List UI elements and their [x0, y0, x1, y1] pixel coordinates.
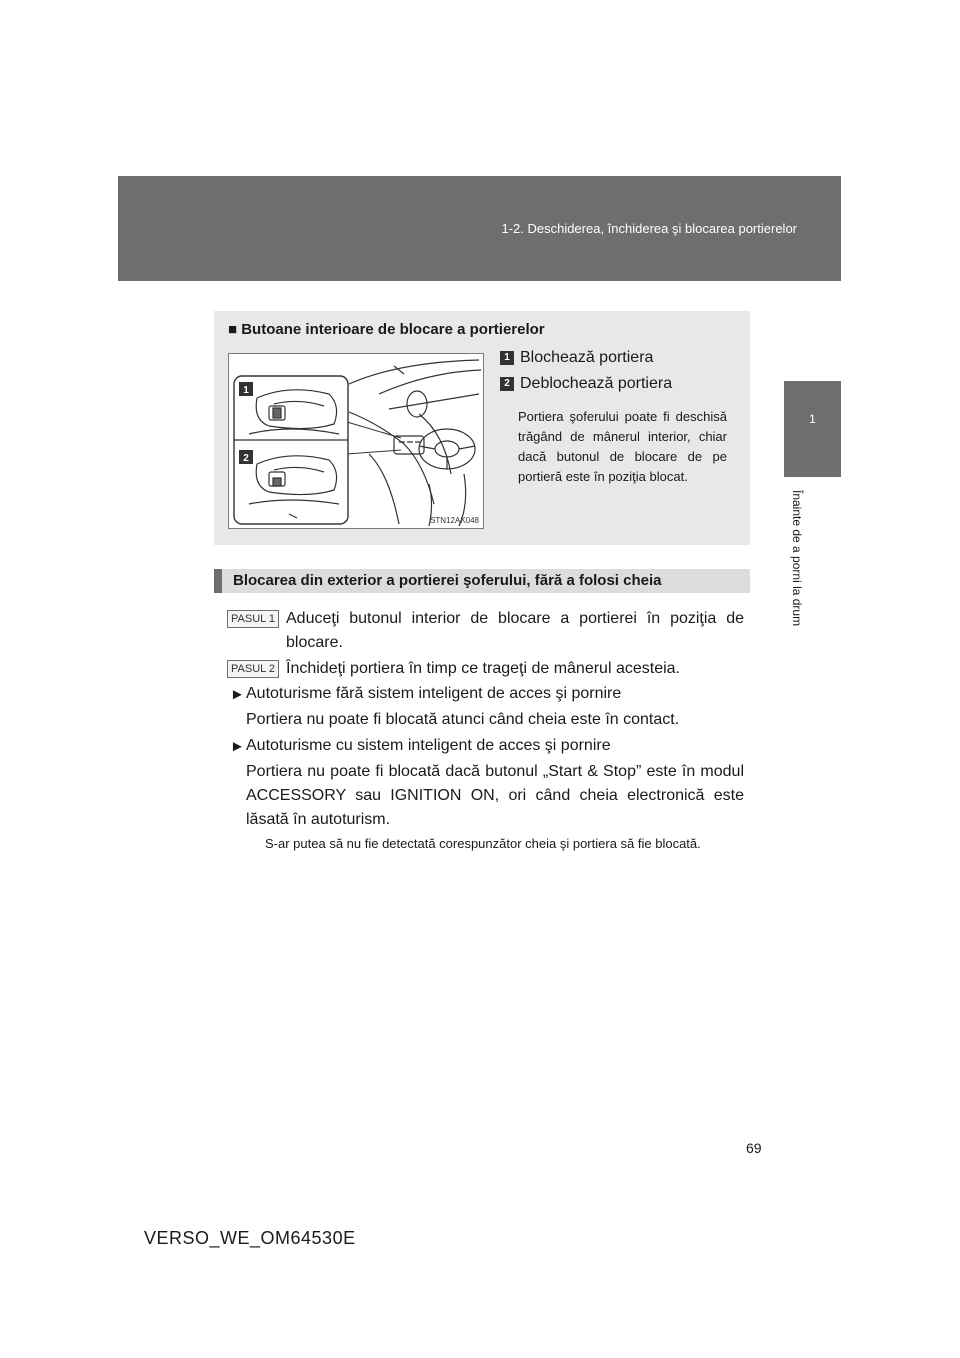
car-interior-drawing: [229, 354, 483, 528]
section-title: Blocarea din exterior a portierei şoferului, fără a folosi cheia: [233, 572, 662, 589]
step-badge: PASUL 1: [227, 610, 279, 628]
variant-1-text: Portiera nu poate fi blocată atunci când cheia este în contact.: [246, 711, 680, 728]
svg-text:1: 1: [243, 385, 249, 396]
triangle-bullet-icon: ►: [230, 686, 245, 703]
section-heading: [214, 569, 750, 593]
number-badge-2: 2: [500, 377, 514, 391]
document-code: VERSO_WE_OM64530E: [144, 1228, 356, 1248]
chapter-number: 1: [809, 412, 816, 426]
legend-item-unlock: [500, 375, 672, 393]
box-title: ■ Butoane interioare de blocare a portierelor: [228, 321, 545, 338]
page-number: 69: [746, 1140, 762, 1156]
figure-code: STN12AK048: [430, 516, 479, 525]
svg-text:2: 2: [243, 453, 249, 464]
page-header: [118, 176, 841, 281]
step-2: [227, 657, 747, 681]
step-1: [227, 607, 747, 655]
box-note: Portiera şoferului poate fi deschisă trăgând de mânerul interior, chiar dacă butonul de blocare de pe portieră este în poziţia blocat.: [518, 409, 727, 484]
chapter-tab: [784, 381, 841, 477]
info-box: [214, 311, 750, 545]
legend-label: Blochează portiera: [520, 349, 654, 366]
variant-2-text: Portiera nu poate fi blocată dacă butonul „Start & Stop” este în modul ACCESSORY sau IGNITION ON, ori când cheia electronică este lăsată în autoturism.: [246, 763, 744, 828]
chapter-label: Înainte de a porni la drum: [790, 490, 804, 627]
triangle-bullet-icon: ►: [230, 738, 245, 755]
door-lock-illustration: [228, 353, 484, 529]
number-badge-1: 1: [500, 351, 514, 365]
step-text: Aduceţi butonul interior de blocare a portierei în poziţia de blocare.: [286, 610, 744, 651]
chapter-label-area: [782, 486, 812, 636]
legend-label: Deblochează portiera: [520, 375, 673, 392]
step-badge: PASUL 2: [227, 660, 279, 678]
variant-2-title: Autoturisme cu sistem inteligent de acces şi pornire: [246, 737, 611, 754]
header-title: 1-2. Deschiderea, închiderea şi blocarea portierelor: [501, 221, 797, 236]
variant-1-title: Autoturisme fără sistem inteligent de acces şi pornire: [246, 685, 622, 702]
step-text: Închideţi portiera în timp ce trageţi de mânerul acesteia.: [286, 660, 680, 677]
variant-2-note: S-ar putea să nu fie detectată corespunzător cheia şi portiera să fie blocată.: [265, 836, 701, 851]
legend-item-lock: [500, 349, 653, 367]
